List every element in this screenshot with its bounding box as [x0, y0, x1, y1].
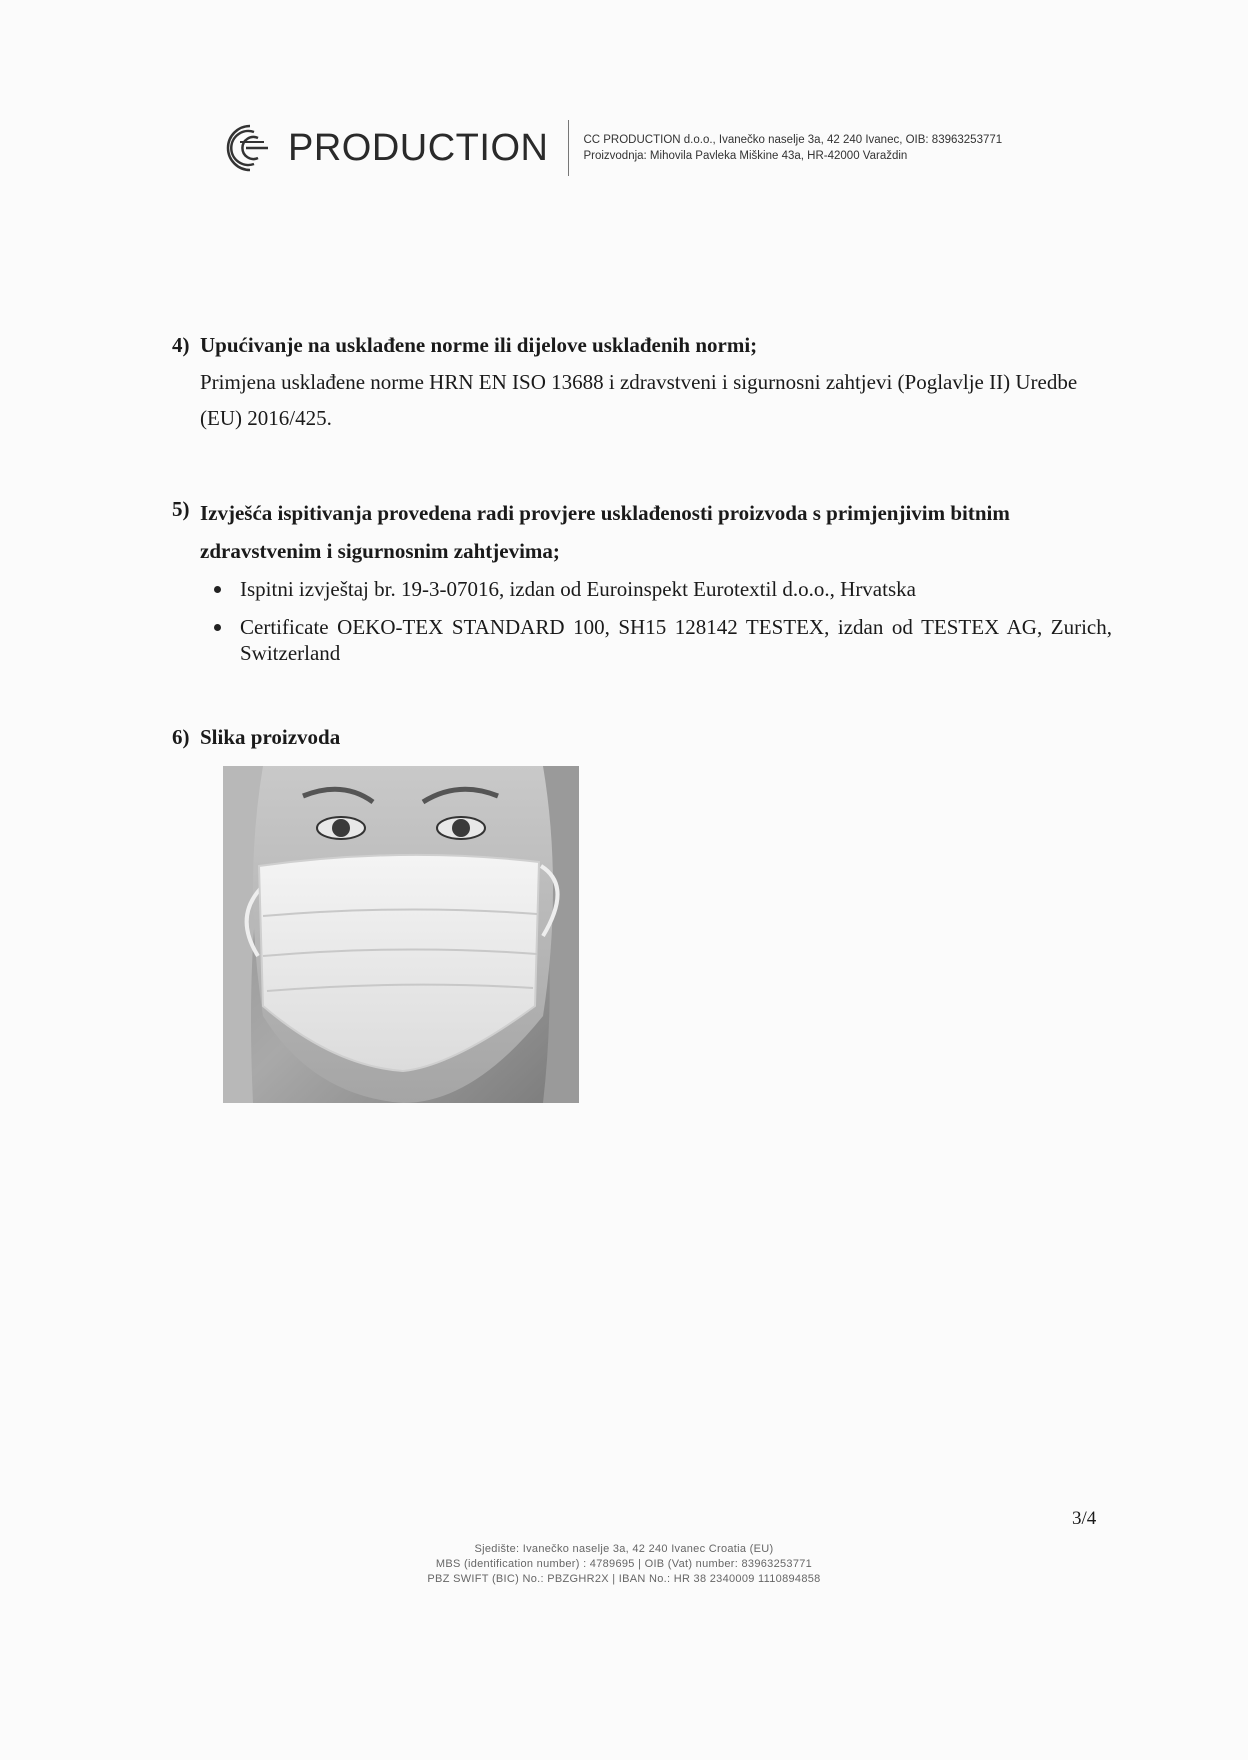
section-body: Primjena usklađene norme HRN EN ISO 13688 i zdravstveni i sigurnosni zahtjevi (Poglavlje II) Uredbe (EU) 2016/425. — [200, 370, 1078, 430]
company-logo — [210, 118, 548, 178]
cc-logo-icon — [210, 118, 282, 178]
footer-bank: PBZ SWIFT (BIC) No.: PBZGHR2X | IBAN No.: HR 38 2340009 1110894858 — [427, 1573, 821, 1585]
letterhead — [210, 118, 1002, 178]
section-product-image — [172, 722, 1112, 752]
section-title: Upućivanje na usklađene norme ili dijelove usklađenih normi; — [200, 333, 758, 357]
section-number: 6) — [172, 725, 190, 749]
list-item: Certificate OEKO-TEX STANDARD 100, SH15 128142 TESTEX, izdan od TESTEX AG, Zurich, Switzerland — [240, 615, 1112, 665]
product-photo — [223, 766, 579, 1103]
section-heading — [172, 330, 1112, 360]
section-title: Slika proizvoda — [200, 725, 341, 749]
logo-text: PRODUCTION — [288, 126, 549, 169]
section-number: 4) — [172, 333, 190, 357]
production-address: Proizvodnja: Mihovila Pavleka Miškine 43a, HR-42000 Varaždin — [583, 150, 908, 162]
company-info — [583, 132, 1002, 164]
report-list — [172, 576, 1112, 666]
footer — [0, 1542, 1248, 1587]
list-item: Ispitni izvještaj br. 19-3-07016, izdan od Euroinspekt Eurotextil d.o.o., Hrvatska — [240, 576, 1112, 602]
section-harmonised-norms — [172, 330, 1112, 436]
section-heading — [172, 494, 1112, 570]
company-address: CC PRODUCTION d.o.o., Ivanečko naselje 3a, 42 240 Ivanec, OIB: 83963253771 — [583, 134, 1003, 146]
footer-address: Sjedište: Ivanečko naselje 3a, 42 240 Ivanec Croatia (EU) — [474, 1543, 774, 1555]
footer-identifiers: MBS (identification number) : 4789695 | OIB (Vat) number: 83963253771 — [435, 1558, 813, 1570]
section-number: 5) — [172, 497, 190, 521]
header-divider — [568, 120, 569, 176]
section-test-reports — [172, 494, 1112, 678]
page-number: 3/4 — [1072, 1508, 1097, 1529]
section-heading — [172, 722, 1112, 752]
section-title: Izvješća ispitivanja provedena radi provjere usklađenosti proizvoda s primjenjivim bitnim zdravstvenim i sigurnosnim zahtjevima; — [200, 501, 1010, 563]
